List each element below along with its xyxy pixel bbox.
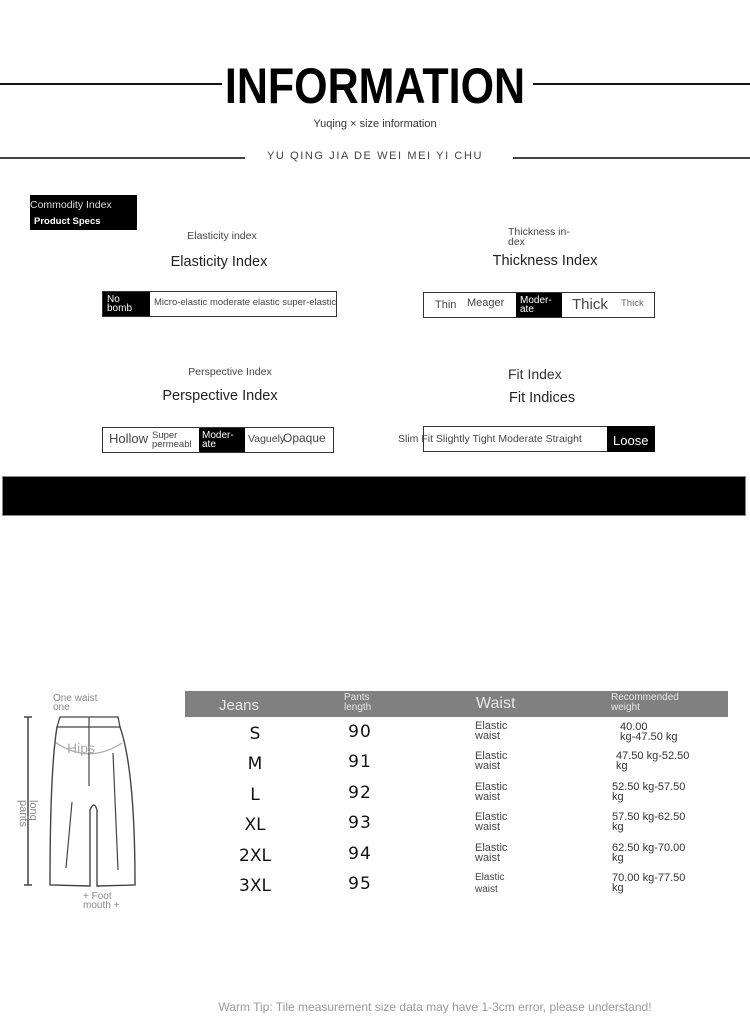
cell-waist [475,873,545,895]
thickness-option-meager: Meager [467,297,505,309]
header-waist: Waist [476,695,516,712]
cell-line: Elastic [475,750,508,762]
cell-line: Elastic [475,872,505,883]
cell-line: Elastic [475,781,508,793]
table-row [185,809,728,839]
cell-line: 57.50 kg-62.50 [612,811,686,823]
cell-line: waist [475,821,501,833]
cell-line: kg [616,760,628,772]
cell-size: M [247,754,263,774]
segment-line: No [107,294,120,305]
fit-title: Fit Indices [509,390,576,406]
cell-line: waist [475,884,498,895]
table-row [185,840,728,870]
length-label [18,800,38,860]
segment-line: permeabl [152,439,192,450]
cell-line: Elastic [475,720,508,732]
commodity-index-label: Commodity Index [30,199,112,211]
header-line: weight [611,702,640,713]
header-line: Pants [344,692,370,703]
fit-options: Slim Fit Slightly Tight Moderate Straight [398,433,582,445]
header-line: Recommended [611,692,679,703]
segment-line: Super [152,430,178,441]
cell-line: waist [475,730,501,742]
fit-selected-label: Loose [613,433,649,448]
cell-line: 62.50 kg-70.00 [612,842,686,854]
cell-weight [612,782,702,802]
cell-length: 92 [348,783,372,803]
thickness-small-label [508,227,570,247]
cell-waist [475,782,545,802]
pants-diagram [10,690,170,915]
cell-weight [616,751,706,771]
perspective-option-opaque: Opaque [283,431,326,445]
cell-weight [612,873,702,893]
segment-line: ate [202,439,216,450]
size-table-header [185,691,728,717]
warm-tip: Warm Tip: Tile measurement size data may have 1-3cm error, please understand! [218,1000,652,1014]
header-line: length [344,702,372,713]
black-banner [2,476,746,516]
cell-line: Elastic [475,811,508,823]
thickness-selected-segment [516,293,562,317]
cell-line: kg [612,882,624,894]
perspective-scale [102,427,334,453]
page-title: INFORMATION [224,58,526,114]
cell-weight [612,843,702,863]
cell-line: Elastic [475,842,508,854]
perspective-option-vaguely: Vaguely [248,433,286,445]
label-line: One waist [53,693,98,704]
hips-label: Hips [67,740,96,756]
label-line: mouth + [83,900,120,911]
cell-size: S [249,724,261,744]
cell-waist [475,751,545,771]
pinyin-tagline: YU QING JIA DE WEI MEI YI CHU [266,150,484,162]
foot-mouth-label [83,892,119,910]
table-row [185,870,728,900]
elasticity-selected-segment [103,292,150,316]
cell-size: 2XL [239,846,271,866]
product-specs-label: Product Specs [34,216,101,227]
elasticity-small-label: Elasticity index [187,230,257,242]
cell-line: kg [612,791,624,803]
cell-waist [475,812,545,832]
cell-line: 47.50 kg-52.50 [616,750,690,762]
cell-length: 94 [348,844,372,864]
cell-line: waist [475,791,501,803]
cell-line: 70.00 kg-77.50 [612,872,686,884]
header-size: Jeans [219,697,260,714]
cell-length: 91 [348,752,372,772]
label-line: + Foot [83,891,112,902]
thickness-option-thick: Thick [572,296,608,313]
label-line: long [27,800,39,821]
cell-size: 3XL [239,876,271,896]
cell-line: kg [612,821,624,833]
table-row [185,718,728,748]
perspective-title: Perspective Index [162,388,278,404]
elasticity-scale [102,291,337,317]
cell-length: 95 [348,874,372,894]
header-weight [611,693,679,713]
cell-size: L [250,785,260,805]
label-line: dex [508,236,525,248]
perspective-option-hollow: Hollow [109,431,149,446]
table-row [185,779,728,809]
cell-line: 40.00 [620,721,648,733]
cell-line: waist [475,760,501,772]
cell-size: XL [244,815,266,835]
table-row [185,748,728,778]
waist-label [53,694,97,712]
segment-line: ate [520,304,534,315]
cell-line: waist [475,852,501,864]
segment-line: Moder- [202,430,234,441]
header-length [344,693,371,713]
thickness-option-thin: Thin [435,299,457,311]
segment-line: Moder- [520,295,552,306]
perspective-small-label: Perspective Index [188,366,272,378]
thickness-scale [423,292,655,318]
cell-waist [475,721,545,741]
label-line: one [53,702,70,713]
perspective-option-super-permeable [152,428,200,452]
cell-length: 93 [348,813,372,833]
perspective-selected-segment [199,428,245,452]
cell-line: kg-47.50 kg [620,731,678,743]
page-subtitle: Yuqing × size information [313,118,437,130]
fit-small-label: Fit Index [508,366,562,382]
thickness-title: Thickness Index [492,253,598,269]
thickness-option-thick-small: Thick [621,298,644,309]
cell-length: 90 [348,722,372,742]
elasticity-options: Micro-elastic moderate elastic super-elastic [154,297,337,308]
cell-weight [612,812,702,832]
fit-selected-segment [607,426,655,452]
cell-waist [475,843,545,863]
cell-line: kg [612,852,624,864]
label-line: pants [17,800,29,827]
label-line: Thickness in- [508,226,570,238]
cell-weight [620,722,710,742]
cell-line: 52.50 kg-57.50 [612,781,686,793]
segment-line: bomb [107,303,133,314]
commodity-index-badge [30,195,137,230]
elasticity-title: Elasticity Index [170,254,268,270]
